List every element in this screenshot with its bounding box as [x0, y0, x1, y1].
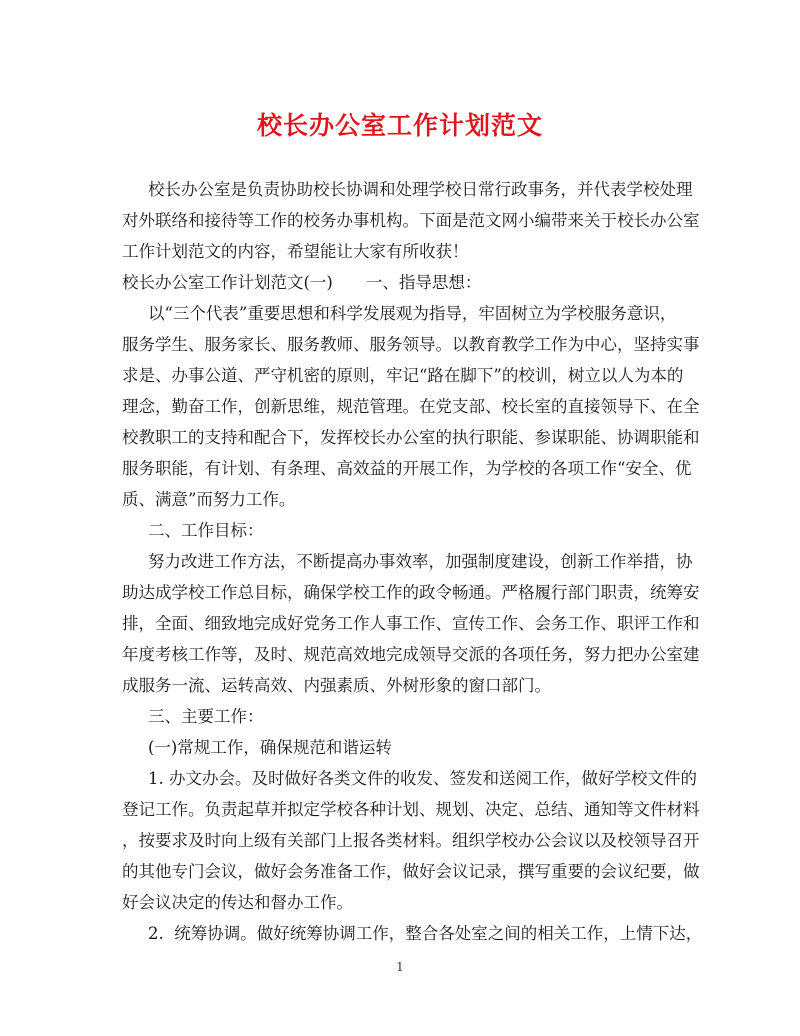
text-line: 校教职工的支持和配合下，发挥校长办公室的执行职能、参谋职能、协调职能和 [122, 428, 700, 447]
text-line: 好会议决定的传达和督办工作。 [122, 893, 353, 912]
text-line: ，按要求及时向上级有关部门上报各类材料。组织学校办公会议以及校领导召开 [122, 831, 700, 850]
text-line: 努力改进工作方法，不断提高办事效率，加强制度建设，创新工作举措，协 [148, 552, 693, 571]
text-line: 求是、办事公道、严守机密的原则，牢记“路在脚下”的校训，树立以人为本的 [122, 366, 684, 385]
text-line: 排，全面、细致地完成好党务工作人事工作、宣传工作、会务工作、职评工作和 [122, 614, 700, 633]
text-line: 年度考核工作等，及时、规范高效地完成领导交派的各项任务，努力把办公室建 [122, 645, 700, 664]
text-line: 服务学生、服务家长、服务教师、服务领导。以教育教学工作为中心，坚持实事 [122, 335, 700, 354]
text-line: 登记工作。负责起草并拟定学校各种计划、规划、决定、总结、通知等文件材料 [122, 800, 700, 819]
section-heading: 校长办公室工作计划范文(一) 一、指导思想： [122, 273, 482, 292]
text-line: 以“三个代表”重要思想和科学发展观为指导，牢固树立为学校服务意识， [148, 304, 677, 323]
text-line: 1. 办文办会。及时做好各类文件的收发、签发和送阅工作，做好学校文件的 [148, 769, 697, 788]
subsection-heading: (一)常规工作，确保规范和谐运转 [148, 738, 392, 757]
text-line: 校长办公室是负责协助校长协调和处理学校日常行政事务，并代表学校处理 [148, 180, 693, 199]
text-line: 的其他专门会议，做好会务准备工作，做好会议记录，撰写重要的会议纪要，做 [122, 862, 700, 881]
text-line: 服务职能，有计划、有条理、高效益的开展工作，为学校的各项工作“安全、优 [122, 459, 692, 478]
section-heading: 二、工作目标： [148, 521, 264, 540]
section-heading: 三、主要工作： [148, 707, 264, 726]
text-line: 理念，勤奋工作，创新思维，规范管理。在党支部、校长室的直接领导下、在全 [122, 397, 700, 416]
text-line: 2. 统筹协调。做好统筹协调工作，整合各处室之间的相关工作，上情下达， [148, 924, 703, 943]
document-title: 校长办公室工作计划范文 [256, 111, 543, 140]
text-line: 助达成学校工作总目标，确保学校工作的政令畅通。严格履行部门职责，统筹安 [122, 583, 700, 602]
text-line: 成服务一流、运转高效、内强素质、外树形象的窗口部门。 [122, 676, 551, 695]
page-number: 1 [396, 960, 404, 974]
text-line: 工作计划范文的内容，希望能让大家有所收获！ [122, 242, 469, 261]
text-line: 对外联络和接待等工作的校务办事机构。下面是范文网小编带来关于校长办公室 [122, 211, 700, 230]
text-line: 质、满意”而努力工作。 [122, 490, 296, 509]
